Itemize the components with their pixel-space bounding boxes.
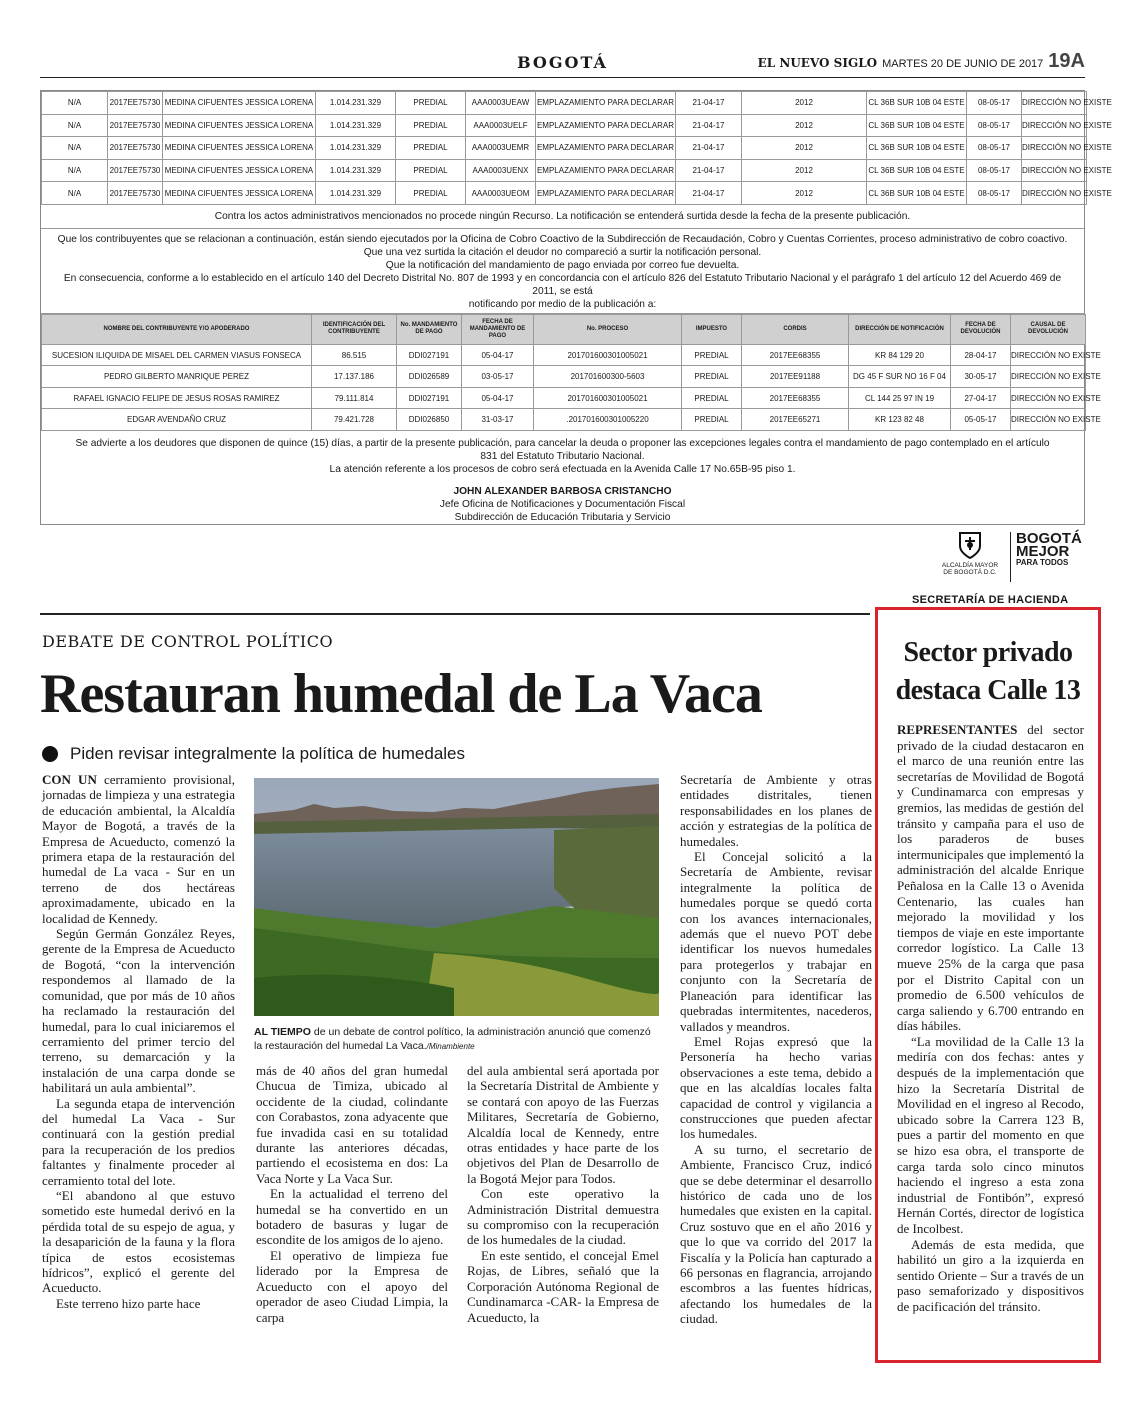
table-cell: 2017EE75730 [108, 92, 163, 115]
sidebar-lead-in: REPRESENTANTES [897, 722, 1018, 737]
bogota-mejor-logo [1016, 532, 1091, 567]
header-right [758, 50, 1085, 73]
table-cell: MEDINA CIFUENTES JESSICA LORENA [163, 92, 316, 115]
table-cell: 08-05-17 [967, 92, 1022, 115]
table-cell: 21-04-17 [676, 182, 742, 205]
table-cell: 2017EE91188 [742, 366, 849, 388]
table-cell: DIRECCIÓN NO EXISTE [1022, 114, 1087, 137]
secretaria-label: SECRETARÍA DE HACIENDA [912, 594, 1069, 606]
article-paragraph: Este terreno hizo parte hace [56, 1295, 201, 1311]
page-number: 19A [1048, 50, 1085, 72]
caption-lead: AL TIEMPO [254, 1026, 311, 1038]
signer-name: JOHN ALEXANDER BARBOSA CRISTANCHO [453, 485, 672, 497]
column-header: CORDIS [742, 314, 849, 344]
table-cell: 2017EE75730 [108, 114, 163, 137]
sidebar-paragraph: “La movilidad de la Calle 13 la mediría con dos fechas: antes y después de la implementación que hizo la Secretaría Distrital de Movilidad en el ingreso al Recodo, ubicado sobre la Carrera 123 B, pues a partir del momento en que se hizo esa obra, el transporte de carga tarda solo cinco minutos haciendo el ingreso a esta zona industrial de Fontibón”, expresó Hernán Cortés, director de logística de Incolbest. [897, 1033, 1084, 1236]
article-headline: Restauran humedal de La Vaca [40, 663, 762, 725]
signer-role: Jefe Oficina de Notificaciones y Documentación Fiscal [439, 498, 686, 510]
column-header: No. MANDAMIENTO DE PAGO [397, 314, 462, 344]
table-cell: CL 36B SUR 10B 04 ESTE [867, 137, 967, 160]
article-kicker: DEBATE DE CONTROL POLÍTICO [42, 632, 334, 651]
article-paragraph: La segunda etapa de intervención del humedal La Vaca - Sur continuará con la gestión predial para la recuperación de los predios faltantes y finalmente proceder al cerramiento total del lote. [42, 1095, 235, 1188]
table-cell: PREDIAL [396, 159, 466, 182]
table-cell: 2017EE65271 [742, 409, 849, 431]
table-cell: 1.014.231.329 [316, 137, 396, 160]
table-cell: PREDIAL [682, 409, 742, 431]
table-cell: 08-05-17 [967, 159, 1022, 182]
column-header: NOMBRE DEL CONTRIBUYENTE Y/O APODERADO [42, 314, 312, 344]
table-cell: EMPLAZAMIENTO PARA DECLARAR [536, 182, 676, 205]
table-cell: 79.421.728 [312, 409, 397, 431]
no-recurso-text: Contra los actos administrativos mencionados no procede ningún Recurso. La notificación se entenderá surtida desde la fecha de la presente publicación. [41, 205, 1084, 229]
table-cell: 08-05-17 [967, 182, 1022, 205]
notice-table-2 [41, 314, 1101, 431]
article-column-1 [42, 772, 235, 1348]
section-name: BOGOTÁ [517, 53, 608, 72]
coactivo-line: En consecuencia, conforme a lo establecido en el artículo 140 del Decreto Distrital No. 807 de 1993 y en concordancia con el artículo 826 del Estatuto Tributario Nacional y el parágrafo 1 del artículo 12 del Acuerdo 469 de 2011, se está [63, 272, 1062, 297]
table-cell: DDI026589 [397, 366, 462, 388]
table-cell: PREDIAL [396, 182, 466, 205]
table-cell: MEDINA CIFUENTES JESSICA LORENA [163, 182, 316, 205]
table-cell: AAA0003UEOM [466, 182, 536, 205]
page-header [40, 50, 1085, 78]
table-cell: EDGAR AVENDAÑO CRUZ [42, 409, 312, 431]
plazo-text [41, 431, 1084, 530]
article-paragraph: Emel Rojas expresó que la Personería ha hecho varias observaciones a este tema, debido a que en las alcaldías locales falta capacidad de control y vigilancia a construcciones que pueden afectar los humedales. [680, 1033, 872, 1142]
table-cell: DG 45 F SUR NO 16 F 04 [849, 366, 951, 388]
column-header: CAUSAL DE DEVOLUCIÓN [1011, 314, 1086, 344]
table-cell: 05-05-17 [951, 409, 1011, 431]
table-cell: PREDIAL [396, 114, 466, 137]
table-cell: 2017EE68355 [742, 387, 849, 409]
table-cell: 201701600300-5603 [534, 366, 682, 388]
plazo-line: 831 del Estatuto Tributario Nacional. [480, 450, 645, 462]
table-cell: 21-04-17 [676, 159, 742, 182]
column-header: DIRECCIÓN DE NOTIFICACIÓN [849, 314, 951, 344]
brand-line3: PARA TODOS [1016, 558, 1069, 567]
table-cell: RAFAEL IGNACIO FELIPE DE JESUS ROSAS RAMIREZ [42, 387, 312, 409]
sidebar-title [878, 634, 1098, 710]
column-header: FECHA DE DEVOLUCIÓN [951, 314, 1011, 344]
table-cell: DIRECCIÓN NO EXISTE [1011, 344, 1086, 366]
table-cell: N/A [42, 159, 108, 182]
table-cell: AAA0003UEAW [466, 92, 536, 115]
coactivo-line: Que la notificación del mandamiento de pago enviada por correo fue devuelta. [385, 259, 740, 271]
table-cell: MEDINA CIFUENTES JESSICA LORENA [163, 114, 316, 137]
table-cell: 03-05-17 [462, 366, 534, 388]
photo-caption [254, 1026, 659, 1053]
coactivo-line: Que una vez surtida la citación el deudor no compareció a surtir la notificación personal. [363, 246, 762, 258]
caption-text: de un debate de control político, la administración anunció que comenzó la restauración del humedal La Vaca. [254, 1026, 651, 1052]
table-cell: EMPLAZAMIENTO PARA DECLARAR [536, 92, 676, 115]
plazo-line: Se advierte a los deudores que disponen de quince (15) días, a partir de la presente publicación, para cancelar la deuda o proponer las excepciones legales contra el mandamiento de pago contemplado en el artículo [75, 437, 1050, 449]
table-cell: N/A [42, 114, 108, 137]
table-cell: 17.137.186 [312, 366, 397, 388]
bogota-shield-icon [955, 530, 985, 560]
table-cell: 201701600301005021 [534, 344, 682, 366]
table-cell: PREDIAL [396, 92, 466, 115]
brand-line2: MEJOR [1016, 543, 1070, 560]
wetland-photo [254, 778, 659, 1016]
table-cell: N/A [42, 182, 108, 205]
table-cell: PREDIAL [682, 344, 742, 366]
table-cell: DIRECCIÓN NO EXISTE [1022, 182, 1087, 205]
alcaldia-logo [934, 530, 1006, 576]
table-cell: DIRECCIÓN NO EXISTE [1022, 92, 1087, 115]
brand-line1: BOGOTÁ [1016, 530, 1082, 547]
table-cell: DIRECCIÓN NO EXISTE [1011, 366, 1086, 388]
lead-in: CON UN [42, 772, 97, 787]
article-paragraph: En la actualidad el terreno del humedal se ha convertido en un botadero de basuras y lugar de escondite de los amigos de lo ajeno. [256, 1186, 448, 1248]
table-cell: 08-05-17 [967, 114, 1022, 137]
table-cell: CL 36B SUR 10B 04 ESTE [867, 114, 967, 137]
signer-unit: Subdirección de Educación Tributaria y Servicio [454, 511, 671, 523]
alcaldia-name [934, 562, 1006, 576]
table-cell: PEDRO GILBERTO MANRIQUE PEREZ [42, 366, 312, 388]
table-cell: 05-04-17 [462, 344, 534, 366]
article-paragraph: En este sentido, el concejal Emel Rojas, de Libres, señaló que la Corporación Autónoma Regional de Cundinamarca -CAR- la Empresa de Acueducto, la [467, 1247, 659, 1325]
table-cell: AAA0003UENX [466, 159, 536, 182]
table-cell: 2017EE75730 [108, 182, 163, 205]
table-cell: KR 84 129 20 [849, 344, 951, 366]
article-column-3 [467, 1063, 659, 1348]
table-row [42, 387, 1086, 409]
table-cell: DDI026850 [397, 409, 462, 431]
table-cell: CL 36B SUR 10B 04 ESTE [867, 92, 967, 115]
table-header-row [42, 314, 1086, 344]
table-cell: DIRECCIÓN NO EXISTE [1022, 137, 1087, 160]
article-paragraph: CON UN cerramiento provisional, jornadas de limpieza y una estrategia de educación ambiental, la Alcaldía Mayor de Bogotá, a través de la Empresa de Acueducto, comenzó la primera etapa de la restauración del humedal de La vaca - Sur en un terreno de dos hectáreas aproximadamente, ubicado en la localidad de Kennedy. [42, 772, 235, 926]
table-cell: 1.014.231.329 [316, 182, 396, 205]
sidebar-paragraph: Además de esta medida, que habilitó un giro a la izquierda en sentido Oriente – Sur a través de un paso semaforizado y dispositivos de pacificación del tránsito. [897, 1236, 1084, 1314]
caption-credit: /Minambiente [426, 1041, 475, 1051]
table-cell: PREDIAL [396, 137, 466, 160]
table-cell: PREDIAL [682, 387, 742, 409]
table-cell: 2012 [742, 114, 867, 137]
table-cell: EMPLAZAMIENTO PARA DECLARAR [536, 137, 676, 160]
sidebar-title-line: Sector privado [903, 637, 1073, 668]
article-paragraph: Con este operativo la Administración Distrital demuestra su compromiso con la recuperación de los humedales de la ciudad. [467, 1186, 659, 1248]
sidebar-body [897, 722, 1084, 1315]
column-header: No. PROCESO [534, 314, 682, 344]
table-row [42, 114, 1087, 137]
table-cell: CL 144 25 97 IN 19 [849, 387, 951, 409]
table-row [42, 409, 1086, 431]
subhead-text: Piden revisar integralmente la política de humedales [70, 744, 466, 763]
table-cell: .201701600301005220 [534, 409, 682, 431]
column-header: IMPUESTO [682, 314, 742, 344]
column-header: IDENTIFICACIÓN DEL CONTRIBUYENTE [312, 314, 397, 344]
table-cell: 2012 [742, 159, 867, 182]
table-cell: MEDINA CIFUENTES JESSICA LORENA [163, 159, 316, 182]
table-cell: 1.014.231.329 [316, 159, 396, 182]
table-cell: 21-04-17 [676, 92, 742, 115]
sidebar-paragraph: REPRESENTANTES del sector privado de la ciudad destacaron en el marco de una reunión entre las secretarías de Movilidad de Bogotá y Cundinamarca con empresas y gremios, las medidas de gestión del tránsito y campaña para el uso de los paraderos de buses intermunicipales que implementó la administración del alcalde Enrique Peñalosa en la Calle 13 o Avenida Centenario, las cuales han mejorado la movilidad y los tiempos de viaje en este importante corredor logístico. La Calle 13 mueve 25% de la carga que pasa por el Distrito Capital con un promedio de 6.500 vehículos de carga saliendo y 6.700 entrando en días hábiles. [897, 722, 1084, 1034]
table-cell: 1.014.231.329 [316, 92, 396, 115]
coactivo-line: notificando por medio de la publicación a: [468, 298, 657, 310]
table-cell: 27-04-17 [951, 387, 1011, 409]
table-cell: 2017EE68355 [742, 344, 849, 366]
table-cell: 2012 [742, 137, 867, 160]
coactivo-text [41, 229, 1084, 314]
table-cell: DIRECCIÓN NO EXISTE [1011, 387, 1086, 409]
article-column-2 [256, 1063, 448, 1348]
bullet-icon [42, 746, 58, 762]
table-row [42, 344, 1086, 366]
table-cell: 1.014.231.329 [316, 114, 396, 137]
table-cell: 2017EE75730 [108, 137, 163, 160]
table-cell: PREDIAL [682, 366, 742, 388]
alcaldia-line2: DE BOGOTÁ D.C. [943, 569, 997, 576]
article-column-4 [680, 772, 872, 1348]
coactivo-line: Que los contribuyentes que se relacionan a continuación, están siendo ejecutados por la Oficina de Cobro Coactivo de la Subdirección de Recaudación, Cobro y Cuentas Corrientes, proceso administrativo de cobro coactivo. [57, 233, 1068, 245]
article-subhead [42, 744, 465, 764]
table-cell: 2012 [742, 182, 867, 205]
table-cell: KR 123 82 48 [849, 409, 951, 431]
table-cell: 30-05-17 [951, 366, 1011, 388]
logo-area [930, 530, 1090, 600]
table-cell: 201701600301005021 [534, 387, 682, 409]
article-paragraph: Según Germán González Reyes, gerente de la Empresa de Acueducto de Bogotá, “con la intervención respondemos al llamado de la comunidad, que por más de 10 años ha reclamado la restauración del humedal, para lo cual iniciaremos el cerramiento del primer tercio del terreno, su demarcación y la instalación de una carpa donde se habilitará un aula ambiental”. [42, 926, 235, 1096]
table-cell: EMPLAZAMIENTO PARA DECLARAR [536, 159, 676, 182]
publication-date: MARTES 20 DE JUNIO DE 2017 [882, 58, 1044, 70]
table-cell: 86.515 [312, 344, 397, 366]
table-cell: 79.111.814 [312, 387, 397, 409]
table-cell: EMPLAZAMIENTO PARA DECLARAR [536, 114, 676, 137]
table-cell: 2012 [742, 92, 867, 115]
sidebar-box [875, 607, 1101, 1363]
table-cell: DDI027191 [397, 344, 462, 366]
table-cell: CL 36B SUR 10B 04 ESTE [867, 182, 967, 205]
table-cell: AAA0003UEMR [466, 137, 536, 160]
table-cell: 08-05-17 [967, 137, 1022, 160]
table-cell: 31-03-17 [462, 409, 534, 431]
plazo-line: La atención referente a los procesos de cobro será efectuada en la Avenida Calle 17 No.65B-95 piso 1. [329, 463, 796, 475]
column-header: FECHA DE MANDAMIENTO DE PAGO [462, 314, 534, 344]
table-row [42, 182, 1087, 205]
table-cell: DIRECCIÓN NO EXISTE [1022, 159, 1087, 182]
article-paragraph: “El abandono al que estuvo sometido este humedal derivó en la pérdida total de su espejo de agua, y la desaparición de la fauna y la flora típica de estos ecosistemas hídricos”, explicó el gerente del Acueducto. [42, 1187, 235, 1296]
table-cell: DIRECCIÓN NO EXISTE [1011, 409, 1086, 431]
table-row [42, 366, 1086, 388]
table-cell: 28-04-17 [951, 344, 1011, 366]
article-paragraph: más de 40 años del gran humedal Chucua de Timiza, ubicado al occidente de la ciudad, colindante con Corabastos, zona adyacente que fue invadida casi en su totalidad durante las anteriores décadas, partiendo el ecosistema en dos: La Vaca Norte y La Vaca Sur. [256, 1063, 448, 1186]
table-cell: DDI027191 [397, 387, 462, 409]
article-paragraph: del aula ambiental será aportada por la Secretaría Distrital de Ambiente y se contará con apoyo de las Fuerzas Militares, Secretaría de Gobierno, Alcaldía local de Kennedy, entre otras entidades y hace parte de los objetivos del Plan de Desarrollo de la Bogotá Mejor para Todos. [467, 1063, 659, 1186]
table-cell: 21-04-17 [676, 137, 742, 160]
table-row [42, 92, 1087, 115]
notice-table-1 [41, 91, 1112, 205]
table-cell: 21-04-17 [676, 114, 742, 137]
table-cell: CL 36B SUR 10B 04 ESTE [867, 159, 967, 182]
table-cell: N/A [42, 137, 108, 160]
table-cell: N/A [42, 92, 108, 115]
table-cell: AAA0003UELF [466, 114, 536, 137]
table-row [42, 159, 1087, 182]
logo-divider [1010, 532, 1011, 582]
table-cell: SUCESION ILIQUIDA DE MISAEL DEL CARMEN VIASUS FONSECA [42, 344, 312, 366]
table-row [42, 137, 1087, 160]
sidebar-title-line: destaca Calle 13 [895, 675, 1081, 706]
article-paragraph: El Concejal solicitó a la Secretaría de Ambiente, revisar integralmente la política de humedales porque se quedó corta con los avances internacionales, además que el nuevo POT debe identificar los nuevos humedales para protegerlos y trabajar en conjunto con la Secretaría de Planeación para identificar las quebradas intermitentes, nacederos, vallados y meandros. [680, 849, 872, 1034]
article-top-rule [40, 613, 870, 615]
article-paragraph: Secretaría de Ambiente y otras entidades distritales, tienen responsabilidades en los planes de acción y estrategias de la política de humedales. [680, 772, 872, 849]
tax-notice [40, 90, 1112, 525]
alcaldia-line1: ALCALDÍA MAYOR [941, 562, 999, 569]
table-cell: MEDINA CIFUENTES JESSICA LORENA [163, 137, 316, 160]
article-paragraph: El operativo de limpieza fue liderado por la Empresa de Acueducto con el apoyo del operador de aseo Ciudad Limpia, la carpa [256, 1247, 448, 1325]
newspaper-name: EL NUEVO SIGLO [757, 56, 878, 70]
table-cell: 2017EE75730 [108, 159, 163, 182]
article-paragraph: A su turno, el secretario de Ambiente, Francisco Cruz, indicó que se debe determinar el desarrollo histórico de cada uno de los humedales que existen en la capital. Cruz sostuvo que en el año 2016 y que lo que va corrido del 2017 la Fiscalía y la Policía han capturado a 66 personas en flagrancia, arrojando escombros a las fuentes hídricas, afectando los humedales de la ciudad. [680, 1141, 872, 1327]
table-cell: 05-04-17 [462, 387, 534, 409]
